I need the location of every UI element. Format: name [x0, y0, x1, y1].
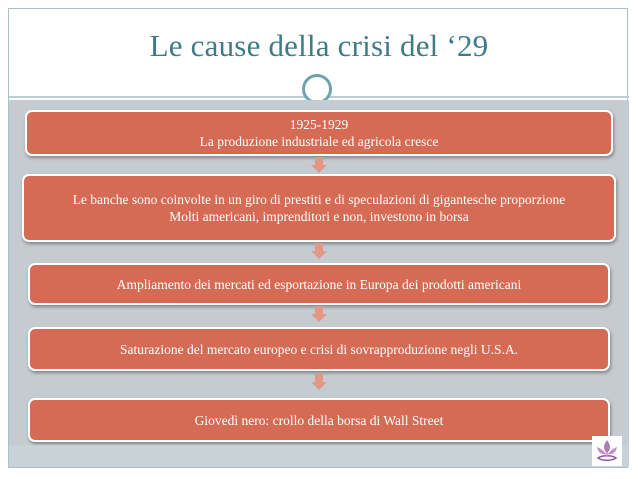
slide-title: Le cause della crisi del ‘29	[149, 28, 489, 63]
bottom-bar	[9, 445, 629, 467]
lily-logo-icon	[592, 436, 622, 466]
step-1-line-1: 1925-1929	[289, 117, 349, 132]
step-1-line-2: La produzione industriale ed agricola cresce	[199, 134, 439, 149]
step-3-line-1: Ampliamento dei mercati ed esportazione in Europa dei prodotti americani	[116, 276, 522, 292]
step-box-5	[28, 398, 610, 442]
step-2-line-1: Le banche sono coinvolte in un giro di prestiti e di speculazioni di gigantesche proporzione	[72, 192, 566, 207]
step-box-2	[22, 174, 616, 242]
step-4-line-1: Saturazione del mercato europeo e crisi di sovrapproduzione negli U.S.A.	[119, 341, 519, 357]
step-5-line-1: Giovedì nero: crollo della borsa di Wall Street	[194, 412, 444, 428]
step-box-4	[28, 327, 610, 371]
step-box-3	[28, 263, 610, 305]
step-2-line-2: Molti americani, imprenditori e non, investono in borsa	[169, 209, 469, 224]
step-box-1	[25, 110, 613, 156]
